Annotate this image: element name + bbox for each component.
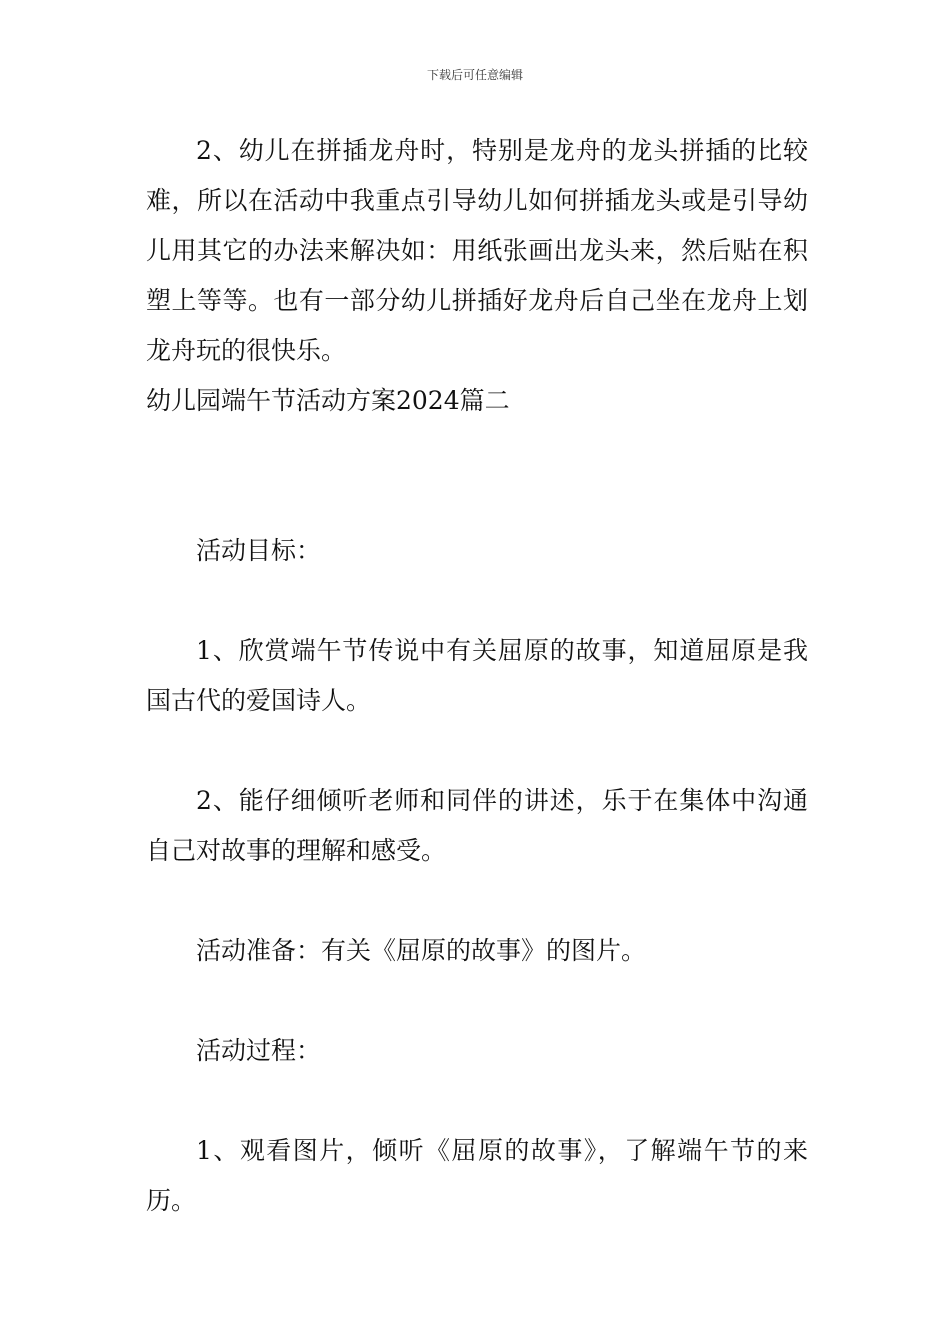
document-body: [146, 126, 808, 1226]
spacer: [146, 576, 808, 626]
paragraph-reflection-2: 2、幼儿在拼插龙舟时，特别是龙舟的龙头拼插的比较难，所以在活动中我重点引导幼儿如何拼插龙头或是引导幼儿用其它的办法来解决如：用纸张画出龙头来，然后贴在积塑上等等。也有一部分幼儿拼插好龙舟后自己坐在龙舟上划龙舟玩的很快乐。: [146, 136, 808, 365]
goal-item-1: 1、欣赏端午节传说中有关屈原的故事，知道屈原是我国古代的爱国诗人。: [146, 636, 808, 715]
spacer: [146, 1076, 808, 1126]
spacer: [146, 426, 808, 526]
spacer: [146, 726, 808, 776]
process-step-1: 1、观看图片，倾听《屈原的故事》，了解端午节的来历。: [146, 1136, 808, 1215]
spacer: [146, 876, 808, 926]
spacer: [146, 976, 808, 1026]
process-heading: 活动过程：: [196, 1036, 322, 1065]
page-header: 下载后可任意编辑: [426, 68, 523, 82]
section-title: 幼儿园端午节活动方案2024篇二: [146, 386, 510, 415]
goal-heading: 活动目标：: [196, 536, 322, 565]
preparation-paragraph: 活动准备：有关《屈原的故事》的图片。: [196, 936, 647, 965]
goal-item-2: 2、能仔细倾听老师和同伴的讲述，乐于在集体中沟通自己对故事的理解和感受。: [146, 786, 808, 865]
